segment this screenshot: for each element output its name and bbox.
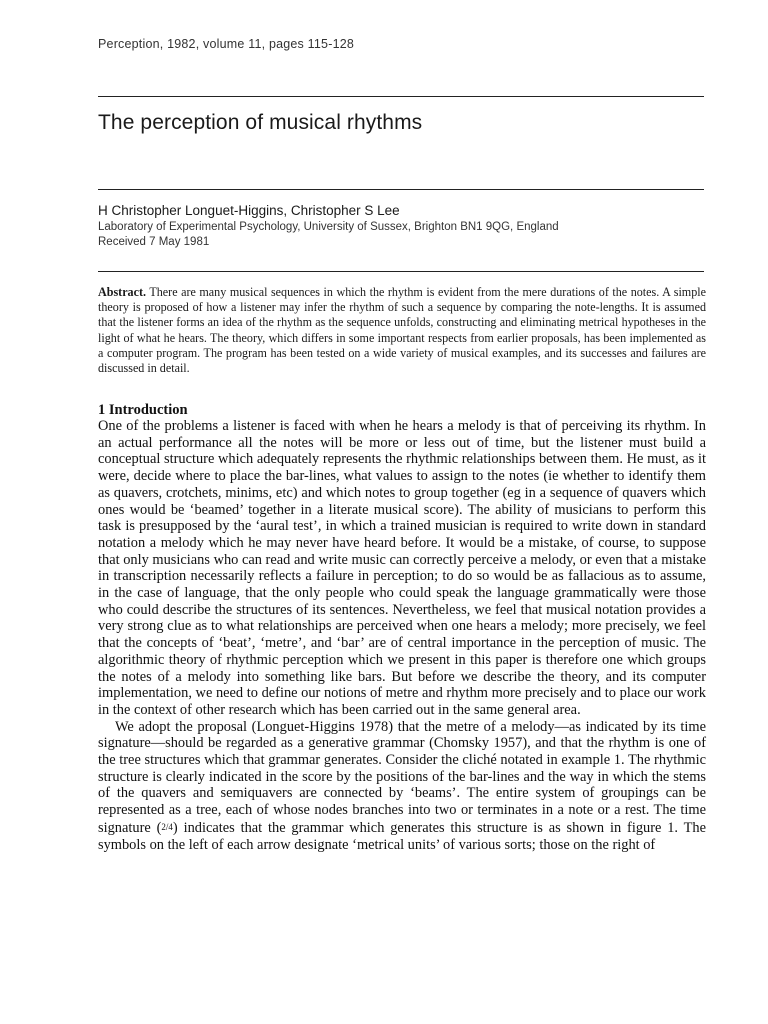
abstract bbox=[98, 285, 706, 376]
journal-citation: Perception, 1982, volume 11, pages 115-128 bbox=[98, 37, 355, 51]
section-heading: 1 Introduction bbox=[98, 402, 188, 418]
paragraph: One of the problems a listener is faced with when he hears a melody is that of perceiving its rhythm. In an actual performance all the notes will be more or less out of time, but the listener must build a conceptual structure which adequately represents the rhythmic relationships between them. He must, as it were, decide where to place the bar-lines, what values to assign to the notes (ie whether to identify them as quavers, crotchets, minims, etc) and which notes to group together (eg in a sequence of quavers which ones would be ‘beamed’ together in a literate musical score). The ability of musicians to perform this task is presupposed by the ‘aural test’, in which a trained musician is required to write down in standard notation a melody which he may never have heard before. It would be a mistake, of course, to suppose that only musicians who can read and write music can correctly perceive a melody, or even that a mistake in transcription necessarily reflects a failure in perception; to do so would be as fallacious as to assume, in the case of language, that the only people who could speak the language grammatically were those who could describe the structures of its sentences. Nevertheless, we feel that musical notation provides a very strong clue as to what relationships are perceived when one hears a melody; more precisely, we feel that the concepts of ‘beat’, ‘metre’, and ‘bar’ are of central importance in the perception of music. The algorithmic theory of rhythmic perception which we present in this paper is therefore one which groups the notes of a melody into something like bars. But before we describe the theory, and its computer implementation, we need to define our notions of metre and rhythm more precisely and to place our work in the context of other research which has been carried out in the same general area. bbox=[98, 418, 706, 718]
article-title: The perception of musical rhythms bbox=[98, 111, 423, 134]
title-rule-bottom bbox=[98, 189, 704, 190]
abstract-label: Abstract. bbox=[98, 285, 147, 299]
author-affiliation-block bbox=[98, 220, 704, 250]
paragraph bbox=[98, 719, 706, 854]
received-date: Received 7 May 1981 bbox=[98, 236, 210, 248]
author-affiliation: Laboratory of Experimental Psychology, University of Sussex, Brighton BN1 9QG, England bbox=[98, 221, 559, 233]
abstract-rule bbox=[98, 271, 704, 272]
paragraph-text: We adopt the proposal (Longuet-Higgins 1978) that the metre of a melody—as indicated by its time signature—should be regarded as a generative grammar (Chomsky 1957), and that the rhythm is one of the tree structures which that grammar generates. Consider the cliché notated in example 1. The rhythmic structure is clearly indicated in the score by the positions of the bar-lines and the way in which the stems of the quavers and semiquavers are connected by ‘beams’. The entire system of groupings can be represented as a tree, each of whose nodes branches into two or terminates in a note or a rest. The time signature ( bbox=[98, 718, 706, 836]
title-rule-top bbox=[98, 96, 704, 97]
paragraph-text: ) indicates that the grammar which generates this structure is as shown in figure 1. The symbols on the left of each arrow designate ‘metrical units’ of various sorts; those on the right of bbox=[98, 819, 706, 853]
body-text bbox=[98, 418, 706, 853]
time-signature: 2/4 bbox=[161, 821, 173, 832]
abstract-text: There are many musical sequences in which the rhythm is evident from the mere durations of the notes. A simple theory is proposed of how a listener may infer the rhythm of such a sequence by comparing the note-lengths. It is assumed that the listener forms an idea of the rhythm as the sequence unfolds, constructing and eliminating metrical hypotheses in the light of what he hears. The theory, which differs in some important respects from earlier proposals, has been implemented as a computer program. The program has been tested on a wide variety of musical examples, and its successes and failures are discussed in detail. bbox=[98, 285, 706, 376]
article-authors: H Christopher Longuet-Higgins, Christopher S Lee bbox=[98, 203, 400, 218]
